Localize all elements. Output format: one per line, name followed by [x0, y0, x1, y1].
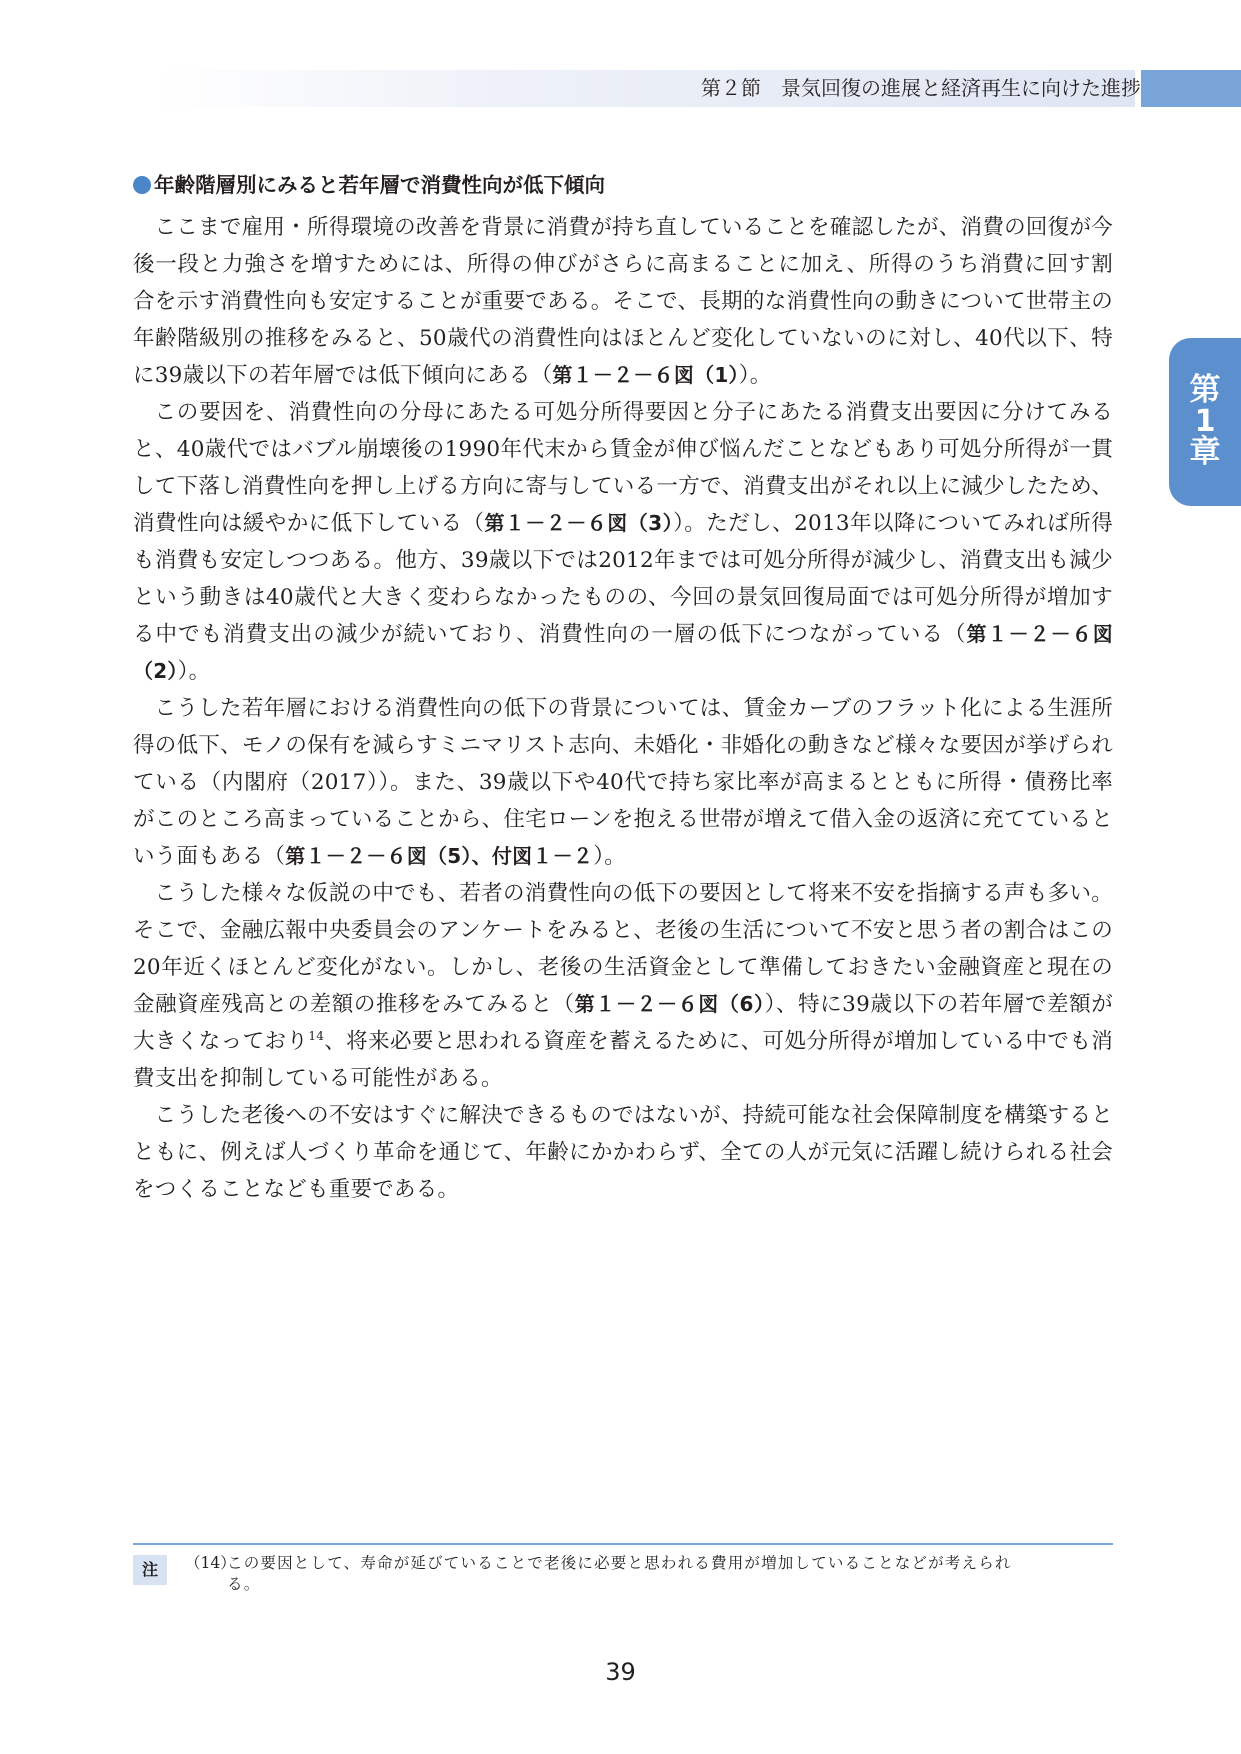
chapter-tab-number: 1	[1194, 403, 1216, 439]
paragraph-text: ）。ただし、2013年以降についてみれば所得も消費も安定しつつある。他方、39歳以下では2012年までは可処分所得が減少し、消費支出も減少という動きは40歳代と大きく変わらなかったものの、今回の景気回復局面では可処分所得が増加する中でも消費支出の減少が続いており、消費性向の一層の低下につながっている（	[133, 511, 1113, 647]
footnote-text-continued: る。	[227, 1575, 261, 1593]
figure-reference: 第１－２－６図（3）	[484, 511, 674, 535]
paragraph-text: この要因を、消費性向の分母にあたる可処分所得要因と分子にあたる消費支出要因に分けてみると、40歳代ではバブル崩壊後の1990年代末から賃金が伸び悩んだことなどもあり可処分所得が一貫して下落し消費性向を押し上げる方向に寄与している一方で、消費支出がそれ以上に減少したため、消費性向は緩やかに低下している（	[133, 400, 1113, 536]
paragraph-text: ）。	[738, 363, 772, 388]
footnote-text: この要因として、寿命が延びていることで老後に必要と思われる費用が増加していることなどが考えられ	[227, 1554, 1012, 1572]
paragraph-4	[133, 875, 1113, 1097]
page-number: 39	[605, 1658, 636, 1686]
paragraph-text: ）、特に39歳以下の若年層で差額が大きくなっており	[133, 992, 1113, 1054]
footnote	[185, 1553, 1115, 1595]
chapter-tab-suffix: 章	[1189, 434, 1221, 471]
footnote-number: （14）	[185, 1554, 236, 1572]
figure-reference: 第１－２－６図（5）、付図１－２	[285, 844, 594, 868]
footnote-marker: 14	[308, 1028, 325, 1043]
paragraph-3	[133, 690, 1113, 875]
running-header-title: 第２節 景気回復の進展と経済再生に向けた進捗	[701, 76, 1141, 100]
paragraph-text: こうした様々な仮説の中でも、若者の消費性向の低下の要因として将来不安を指摘する声も多い。そこで、金融広報中央委員会のアンケートをみると、老後の生活について不安と思う者の割合はこの20年近くほとんど変化がない。しかし、老後の生活資金として準備しておきたい金融資産と現在の金融資産残高との差額の推移をみてみると（	[133, 881, 1113, 1017]
figure-reference: 第１－２－６図（2）	[133, 622, 1113, 683]
paragraph-1	[133, 209, 1113, 394]
paragraph-2	[133, 394, 1113, 690]
section-heading-text: 年齢階層別にみると若年層で消費性向が低下傾向	[154, 173, 605, 197]
note-badge: 注	[133, 1555, 167, 1585]
paragraph-text: 、将来必要と思われる資産を蓄えるために、可処分所得が増加している中でも消費支出を抑制している可能性がある。	[133, 1029, 1113, 1091]
main-content	[133, 170, 1113, 1208]
paragraph-text: ）。	[593, 844, 626, 869]
paragraph-5	[133, 1097, 1113, 1208]
footnote-divider	[133, 1543, 1113, 1545]
chapter-tab	[1169, 338, 1241, 506]
running-header-accent	[1141, 70, 1241, 107]
paragraph-text: こうした若年層における消費性向の低下の背景については、賃金カーブのフラット化による生涯所得の低下、モノの保有を減らすミニマリスト志向、未婚化・非婚化の動きなど様々な要因が挙げられている（内閣府（2017））。また、39歳以下や40代で持ち家比率が高まるとともに所得・債務比率がこのところ高まっていることから、住宅ローンを抱える世帯が増えて借入金の返済に充てているという面もある（	[133, 696, 1113, 869]
figure-reference: 第１－２－６図（6）	[574, 992, 765, 1016]
section-heading	[133, 170, 1113, 200]
figure-reference: 第１－２－６図（1）	[552, 363, 739, 387]
paragraph-text: ここまで雇用・所得環境の改善を背景に消費が持ち直していることを確認したが、消費の回復が今後一段と力強さを増すためには、所得の伸びがさらに高まることに加え、所得のうち消費に回す割合を示す消費性向も安定することが重要である。そこで、長期的な消費性向の動きについて世帯主の年齢階級別の推移をみると、50歳代の消費性向はほとんど変化していないのに対し、40代以下、特に39歳以下の若年層では低下傾向にある（	[133, 215, 1113, 388]
bullet-circle-icon	[133, 176, 151, 194]
paragraph-text: ）。	[177, 659, 211, 684]
paragraph-text: こうした老後への不安はすぐに解決できるものではないが、持続可能な社会保障制度を構築するとともに、例えば人づくり革命を通じて、年齢にかかわらず、全ての人が元気に活躍し続けられる社会をつくることなども重要である。	[133, 1103, 1113, 1202]
chapter-tab-prefix: 第	[1189, 372, 1221, 409]
